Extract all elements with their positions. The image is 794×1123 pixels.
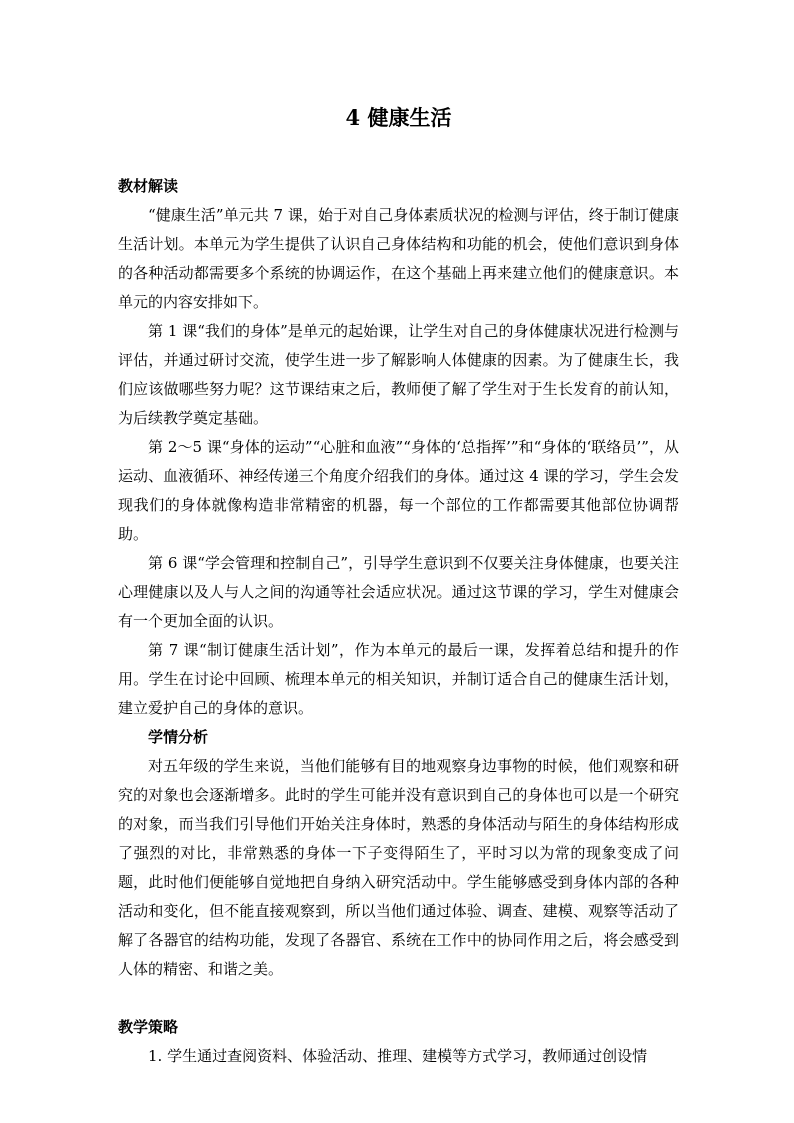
section-learner-analysis [118, 723, 679, 984]
paragraph: “健康生活”单元共 7 课，始于对自己身体素质状况的检测与评估，终于制订健康生活计划。本单元为学生提供了认识自己身体结构和功能的机会，使他们意识到身体的各种活动都需要多个系统的协调运作，在这个基础上再来建立他们的健康意识。本单元的内容安排如下。 [118, 206, 679, 311]
paragraph: 第 6 课“学会管理和控制自己”，引导学生意识到不仅要关注身体健康，也要关注心理健康以及人与人之间的沟通等社会适应状况。通过这节课的学习，学生对健康会有一个更加全面的认识。 [118, 554, 679, 630]
section-heading: 教材解读 [118, 177, 179, 195]
section-heading: 学情分析 [148, 728, 209, 746]
paragraph: 1. 学生通过查阅资料、体验活动、推理、建模等方式学习，教师通过创设情 [148, 1047, 648, 1065]
paragraph: 第 2～5 课“身体的运动”“心脏和血液”“身体的‘总指挥’”和“身体的‘联络员’”，从运动、血液循环、神经传递三个角度介绍我们的身体。通过这 4 课的学习，学生会发现我们的身体就像构造非常精密的机器，每一个部位的工作都需要其他部位协调帮助。 [118, 438, 679, 543]
page-title: 4 健康生活 [345, 105, 452, 130]
paragraph: 第 1 课“我们的身体”是单元的起始课，让学生对自己的身体健康状况进行检测与评估，并通过研讨交流，使学生进一步了解影响人体健康的因素。为了健康生长，我们应该做哪些努力呢？这节课结束之后，教师便了解了学生对于生长发育的前认知，为后续教学奠定基础。 [118, 322, 679, 427]
paragraph: 第 7 课“制订健康生活计划”，作为本单元的最后一课，发挥着总结和提升的作用。学生在讨论中回顾、梳理本单元的相关知识，并制订适合自己的健康生活计划，建立爱护自己的身体的意识。 [118, 641, 679, 717]
section-textbook-interpretation [118, 172, 679, 723]
section-heading: 教学策略 [118, 1018, 179, 1036]
section-teaching-strategy [118, 1013, 679, 1071]
paragraph: 对五年级的学生来说，当他们能够有目的地观察身边事物的时候，他们观察和研究的对象也会逐渐增多。此时的学生可能并没有意识到自己的身体也可以是一个研究的对象，而当我们引导他们开始关注身体时，熟悉的身体活动与陌生的身体结构形成了强烈的对比，非常熟悉的身体一下子变得陌生了，平时习以为常的现象变成了问题，此时他们便能够自觉地把自身纳入研究活动中。学生能够感受到身体内部的各种活动和变化，但不能直接观察到，所以当他们通过体验、调查、建模、观察等活动了解了各器官的结构功能，发现了各器官、系统在工作中的协同作用之后，将会感受到人体的精密、和谐之美。 [118, 757, 679, 978]
